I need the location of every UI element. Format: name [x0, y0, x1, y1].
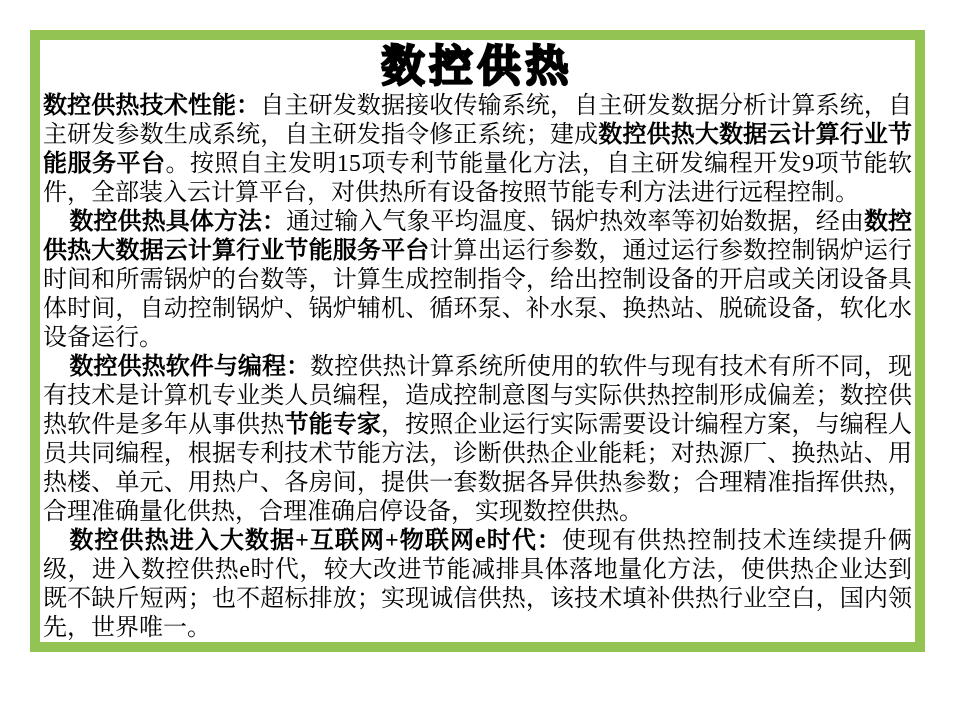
text-segment: 使现有供热控制技术连续提升俩级，进入数控供热e时代，较大改进节能减排具体落地量化方法，使供热企业达到既不缺斤短两；也不超标排放；实现诚信供热，该技术填补供热行业空白，国内领先，世界唯一。 — [43, 528, 912, 641]
paragraph — [43, 92, 912, 208]
text-segment: 计算出运行参数，通过运行参数控制锅炉运行时间和所需锅炉的台数等，计算生成控制指令，给出控制设备的开启或关闭设备具体时间，自动控制锅炉、锅炉辅机、循环泵、补水泵、换热站、脱硫设备，软化水设备运行。 — [43, 238, 913, 351]
text-segment: 自主研发数据接收传输系统，自主研发数据分析计算系统，自主研发参数生成系统，自主研发指令修正系统；建成 — [43, 93, 913, 148]
content-frame — [30, 30, 925, 652]
text-segment: 数控供热计算系统所使用的软件与现有技术有所不同，现有技术是计算机专业类人员编程，造成控制意图与实际供热控制形成偏差；数控供热软件是多年从事供热 — [43, 354, 913, 438]
paragraph — [43, 353, 912, 527]
paragraph — [43, 208, 912, 353]
paragraphs — [43, 92, 912, 643]
bold-text-segment: 数控供热具体方法： — [69, 209, 287, 235]
bold-text-segment: 节能专家 — [284, 412, 382, 438]
bold-text-segment: 数控供热大数据云计算行业节能服务平台 — [43, 122, 913, 177]
bold-text-segment: 数控供热技术性能： — [43, 93, 261, 119]
bold-text-segment: 数控供热软件与编程： — [69, 354, 311, 380]
bold-text-segment: 数控供热大数据云计算行业节能服务平台 — [43, 209, 913, 264]
paragraph — [43, 527, 912, 643]
text-segment: 。按照自主发明15项专利节能量化方法，自主研发编程开发9项节能软件，全部装入云计算平台，对供热所有设备按照节能专利方法进行远程控制。 — [43, 151, 913, 206]
bold-text-segment: 数控供热进入大数据+互联网+物联网e时代： — [69, 528, 562, 554]
page-title: 数控供热 — [381, 42, 574, 92]
text-segment: ，按照企业运行实际需要设计编程方案，与编程人员共同编程，根据专利技术节能方法，诊断供热企业能耗；对热源厂、换热站、用热楼、单元、用热户、各房间，提供一套数据各异供热参数；合理精准指挥供热，合理准确量化供热，合理准确启停设备，实现数控供热。 — [43, 412, 913, 525]
text-segment: 通过输入气象平均温度、锅炉热效率等初始数据，经由 — [286, 209, 864, 235]
